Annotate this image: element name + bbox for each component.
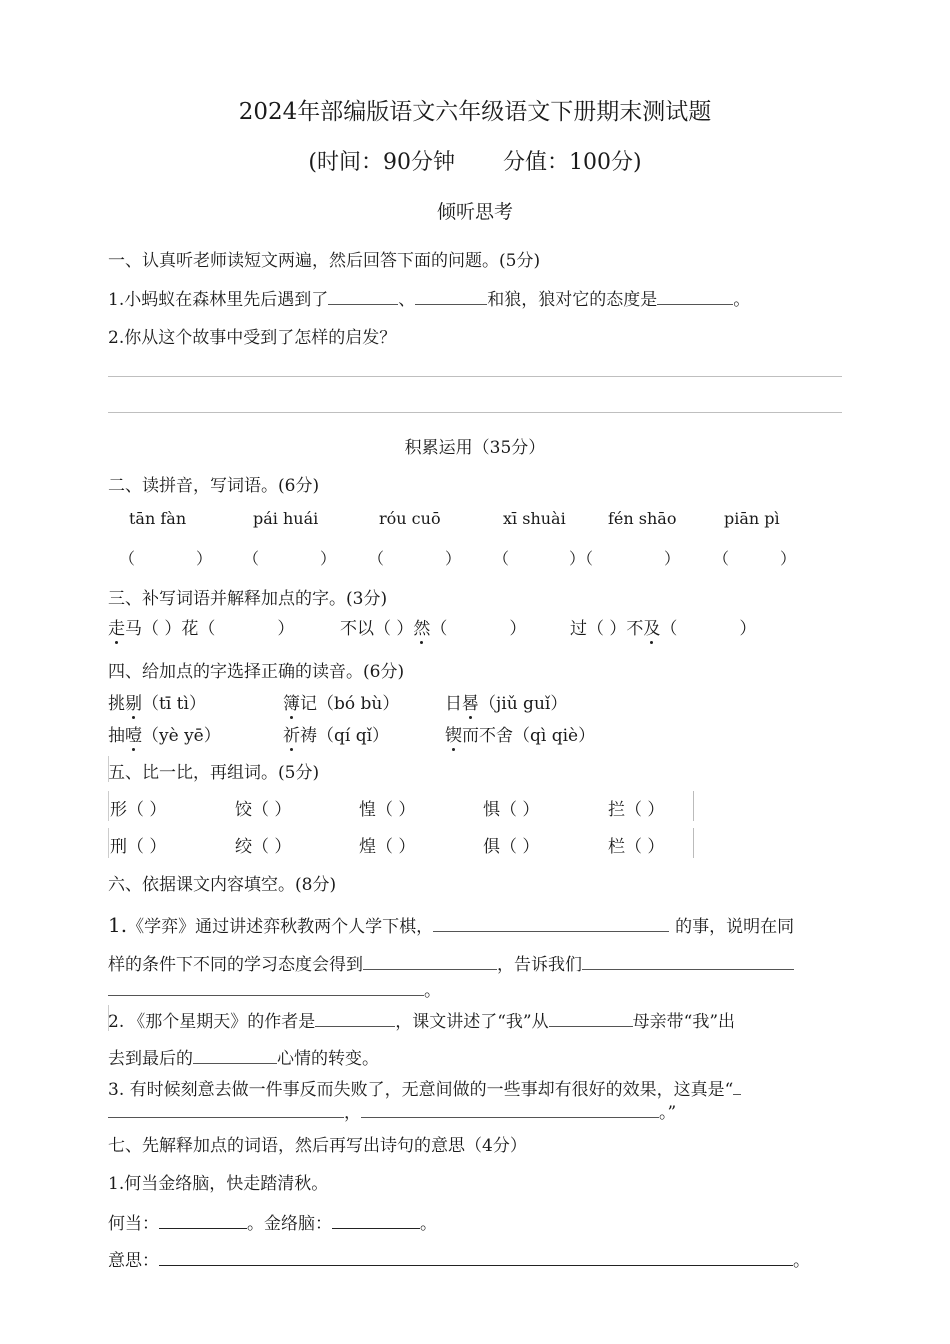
answer-blank[interactable] [361, 1103, 659, 1118]
answer-blank[interactable] [328, 290, 398, 305]
pinyin-row [0, 509, 950, 531]
question-6-1-line2: 样的条件下不同的学习态度会得到 ，告诉我们 [108, 950, 794, 975]
question-7-1: 1.何当金络脑，快走踏清秋。 [108, 1174, 329, 1194]
question-6-1-line1: 1.《学弈》通过讲述弈秋教两个人学下棋， 的事，说明在同 [108, 913, 795, 937]
answer-blank[interactable] [657, 290, 733, 305]
divider [108, 756, 109, 782]
question-2-title: 二、读拼音，写词语。(6分) [108, 476, 320, 496]
answer-blank[interactable] [733, 1080, 741, 1095]
pronunciation-item: 簿记（bó bù） [283, 689, 399, 714]
answer-paren[interactable]: （ [493, 549, 510, 568]
answer-paren[interactable]: （ [713, 549, 730, 568]
question-6-3-line2: ， 。” [108, 1098, 676, 1123]
pinyin-item: tān fàn [129, 509, 187, 528]
question-3-item: 走马（ ）花（ ） [108, 614, 294, 639]
answer-blank[interactable] [159, 1214, 247, 1229]
answer-line[interactable] [108, 412, 842, 413]
question-6-1-line3: 。 [108, 976, 441, 1001]
answer-blank[interactable] [582, 955, 794, 970]
answer-blank[interactable] [549, 1012, 633, 1027]
pinyin-item: pái huái [253, 509, 319, 528]
answer-blank[interactable] [415, 290, 487, 305]
question-6-2-line1: 2. 《那个星期天》的作者是 ，课文讲述了“我”从 母亲带“我”出 [108, 1012, 736, 1032]
pronunciation-item: 抽噎（yè yē） [108, 721, 221, 746]
question-4-title: 四、给加点的字选择正确的读音。(6分) [108, 662, 405, 682]
pronunciation-options[interactable]: （tī tì） [142, 694, 206, 714]
exam-time: (时间：90分钟 [308, 150, 455, 175]
pronunciation-options[interactable]: （qì qiè） [513, 726, 596, 746]
answer-blank[interactable] [108, 981, 424, 996]
compare-item[interactable]: 绞（ ） [235, 837, 292, 857]
pinyin-item: xī shuài [503, 509, 566, 528]
answer-blank[interactable] [332, 1214, 420, 1229]
pronunciation-options[interactable]: （bó bù） [317, 694, 400, 714]
pronunciation-item: 挑剔（tī tì） [108, 689, 206, 714]
pinyin-item: róu cuō [379, 509, 441, 528]
answer-paren[interactable]: （ [368, 549, 385, 568]
pronunciation-item: 祈祷（qí qǐ） [283, 721, 389, 746]
compare-item[interactable]: 惧（ ） [483, 800, 540, 820]
answer-blank[interactable] [108, 1103, 344, 1118]
question-7-1-meaning: 意思： 。 [108, 1251, 810, 1271]
compare-row [108, 828, 694, 858]
answer-blank[interactable] [193, 1049, 277, 1064]
answer-paren[interactable]: （ [119, 549, 136, 568]
question-6-2-line2: 去到最后的 心情的转变。 [108, 1049, 379, 1069]
question-7-title: 七、先解释加点的词语，然后再写出诗句的意思（4分） [108, 1136, 527, 1156]
compare-item[interactable]: 饺（ ） [235, 800, 292, 820]
question-6-3-line1: 3. 有时候刻意去做一件事反而失败了，无意间做的一些事却有很好的效果，这真是“ [108, 1075, 741, 1100]
divider [108, 1005, 109, 1031]
question-7-1-explain: 何当： 。金络脑： 。 [108, 1214, 437, 1234]
pronunciation-options[interactable]: （jiǔ guǐ） [479, 694, 568, 714]
section-heading-listen: 倾听思考 [436, 201, 513, 223]
pronunciation-item: 日晷（jiǔ guǐ） [445, 689, 567, 714]
compare-item[interactable]: 拦（ ） [608, 800, 665, 820]
pinyin-item: fén shāo [608, 509, 677, 528]
answer-paren[interactable]: （ [243, 549, 260, 568]
pronunciation-item: 锲而不舍（qì qiè） [445, 721, 595, 746]
exam-score: 分值：100分) [503, 150, 642, 175]
exam-info [0, 145, 950, 176]
question-1-title: 一、认真听老师读短文两遍，然后回答下面的问题。(5分) [108, 251, 541, 271]
pinyin-answer-row: （ ） （ ） （ ） （ ）（ ） （ ） [0, 546, 950, 568]
question-3-title: 三、补写词语并解释加点的字。(3分) [108, 589, 388, 609]
compare-item[interactable]: 形（ ） [110, 800, 167, 820]
pronunciation-options[interactable]: （yè yē） [142, 726, 221, 746]
question-1-1: 1.小蚂蚁在森林里先后遇到了 、 和狼，狼对它的态度是 。 [108, 290, 751, 310]
question-5-title: 五、比一比，再组词。(5分) [108, 763, 320, 783]
answer-blank[interactable] [363, 955, 497, 970]
question-3-item: 过（ ）不及（ ） [570, 614, 756, 639]
pinyin-item: piān pì [724, 509, 780, 528]
question-3-item: 不以（ ）然（ ） [340, 614, 526, 639]
answer-blank[interactable] [159, 1251, 793, 1266]
question-6-title: 六、依据课文内容填空。(8分) [108, 875, 337, 895]
question-1-2: 2.你从这个故事中受到了怎样的启发？ [108, 328, 397, 348]
compare-item[interactable]: 惶（ ） [359, 800, 416, 820]
section-heading-accum: 积累运用（35分） [404, 438, 546, 458]
compare-item[interactable]: 刑（ ） [110, 837, 167, 857]
answer-blank[interactable] [315, 1012, 395, 1027]
compare-item[interactable]: 煌（ ） [359, 837, 416, 857]
pronunciation-options[interactable]: （qí qǐ） [317, 726, 390, 746]
answer-blank[interactable] [433, 917, 669, 932]
page-title: 2024年部编版语文六年级语文下册期末测试题 [238, 99, 712, 125]
answer-line[interactable] [108, 376, 842, 377]
compare-item[interactable]: 俱（ ） [483, 837, 540, 857]
compare-row [108, 791, 694, 821]
compare-item[interactable]: 栏（ ） [608, 837, 665, 857]
